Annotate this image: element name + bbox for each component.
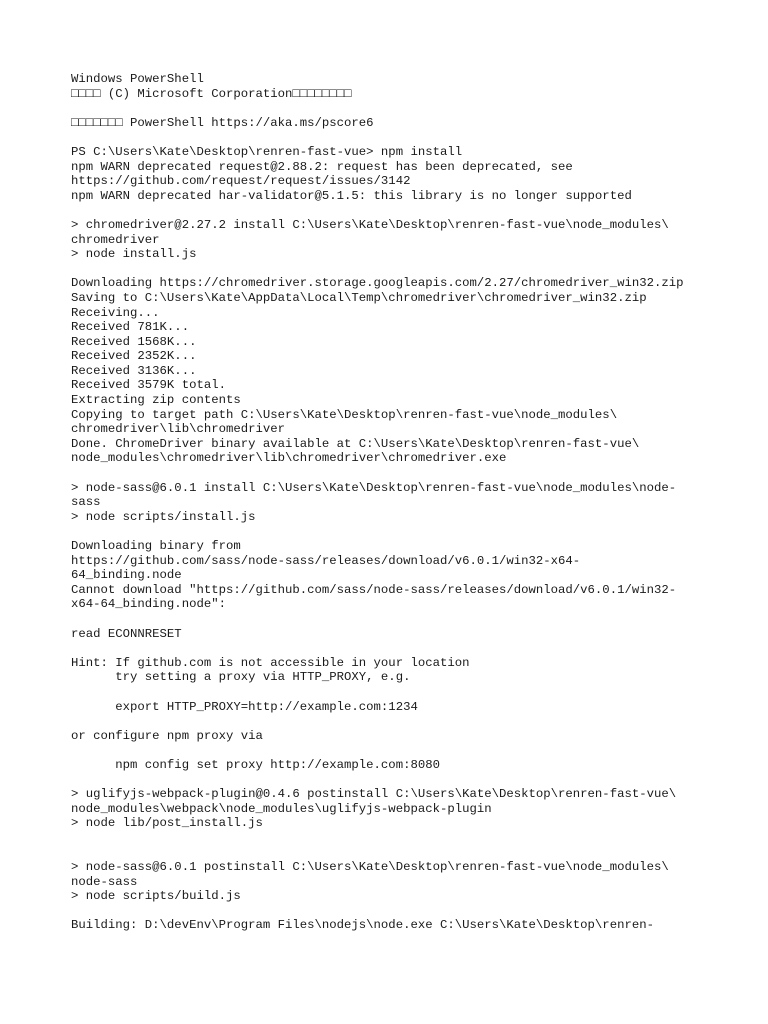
console-line bbox=[71, 130, 731, 145]
console-line: https://github.com/request/request/issues/3142 bbox=[71, 174, 411, 189]
console-line bbox=[71, 904, 731, 919]
console-output bbox=[71, 72, 731, 933]
console-line: x64-64_binding.node": bbox=[71, 597, 226, 612]
console-line: export HTTP_PROXY=http://example.com:1234 bbox=[71, 699, 418, 714]
console-line: Saving to C:\Users\Kate\AppData\Local\Temp\chromedriver\chromedriver_win32.zip bbox=[71, 290, 647, 305]
console-line bbox=[71, 845, 731, 860]
console-line: 64_binding.node bbox=[71, 568, 182, 583]
console-line: Receiving... bbox=[71, 305, 160, 320]
console-line bbox=[71, 641, 731, 656]
console-line: Copying to target path C:\Users\Kate\Desktop\renren-fast-vue\node_modules\ bbox=[71, 407, 618, 422]
console-line: Received 3579K total. bbox=[71, 378, 226, 393]
console-line bbox=[71, 831, 731, 846]
console-line bbox=[71, 612, 731, 627]
console-line: □□□□□□□ PowerShell https://aka.ms/pscore6 bbox=[71, 115, 374, 130]
console-line bbox=[71, 203, 731, 218]
console-line: or configure npm proxy via bbox=[71, 728, 263, 743]
console-line: https://github.com/sass/node-sass/releases/download/v6.0.1/win32-x64- bbox=[71, 553, 581, 568]
console-line: Building: D:\devEnv\Program Files\nodejs\node.exe C:\Users\Kate\Desktop\renren- bbox=[71, 918, 654, 933]
console-line: Received 2352K... bbox=[71, 349, 197, 364]
console-line: Done. ChromeDriver binary available at C:\Users\Kate\Desktop\renren-fast-vue\ bbox=[71, 436, 640, 451]
console-line: > chromedriver@2.27.2 install C:\Users\Kate\Desktop\renren-fast-vue\node_modules\ bbox=[71, 217, 669, 232]
console-line: sass bbox=[71, 495, 101, 510]
console-line: node_modules\chromedriver\lib\chromedriver\chromedriver.exe bbox=[71, 451, 507, 466]
console-line: Received 3136K... bbox=[71, 363, 197, 378]
console-line: □□□□ (C) Microsoft Corporation□□□□□□□□ bbox=[71, 86, 352, 101]
console-line: Received 1568K... bbox=[71, 334, 197, 349]
console-line: PS C:\Users\Kate\Desktop\renren-fast-vue> npm install bbox=[71, 144, 463, 159]
console-line: Extracting zip contents bbox=[71, 393, 241, 408]
console-line: > node scripts/build.js bbox=[71, 889, 241, 904]
console-line: > node-sass@6.0.1 postinstall C:\Users\Kate\Desktop\renren-fast-vue\node_modules\ bbox=[71, 860, 669, 875]
console-line bbox=[71, 524, 731, 539]
console-line bbox=[71, 743, 731, 758]
console-line: npm config set proxy http://example.com:8080 bbox=[71, 757, 440, 772]
console-line: > node-sass@6.0.1 install C:\Users\Kate\Desktop\renren-fast-vue\node_modules\node- bbox=[71, 480, 677, 495]
console-line: node_modules\webpack\node_modules\uglifyjs-webpack-plugin bbox=[71, 801, 492, 816]
console-line bbox=[71, 262, 731, 277]
console-line: > node install.js bbox=[71, 247, 197, 262]
console-line: Cannot download "https://github.com/sass/node-sass/releases/download/v6.0.1/win32- bbox=[71, 582, 677, 597]
console-line bbox=[71, 466, 731, 481]
console-line: Hint: If github.com is not accessible in your location bbox=[71, 655, 470, 670]
console-line: Windows PowerShell bbox=[71, 72, 204, 86]
console-line: npm WARN deprecated har-validator@5.1.5: this library is no longer supported bbox=[71, 188, 632, 203]
console-line: > node scripts/install.js bbox=[71, 509, 256, 524]
console-line: npm WARN deprecated request@2.88.2: request has been deprecated, see bbox=[71, 159, 573, 174]
console-line: Received 781K... bbox=[71, 320, 190, 335]
console-line: > node lib/post_install.js bbox=[71, 816, 263, 831]
console-line bbox=[71, 773, 731, 788]
console-line: Downloading https://chromedriver.storage.googleapis.com/2.27/chromedriver_win32.zip bbox=[71, 276, 684, 291]
console-line bbox=[71, 685, 731, 700]
console-line: read ECONNRESET bbox=[71, 626, 182, 641]
console-line bbox=[71, 714, 731, 729]
console-line bbox=[71, 101, 731, 116]
console-line: try setting a proxy via HTTP_PROXY, e.g. bbox=[71, 670, 411, 685]
console-line: > uglifyjs-webpack-plugin@0.4.6 postinstall C:\Users\Kate\Desktop\renren-fast-vue\ bbox=[71, 787, 677, 802]
console-line: node-sass bbox=[71, 874, 138, 889]
console-line: chromedriver bbox=[71, 232, 160, 247]
console-line: Downloading binary from bbox=[71, 539, 241, 553]
console-line: chromedriver\lib\chromedriver bbox=[71, 422, 286, 437]
